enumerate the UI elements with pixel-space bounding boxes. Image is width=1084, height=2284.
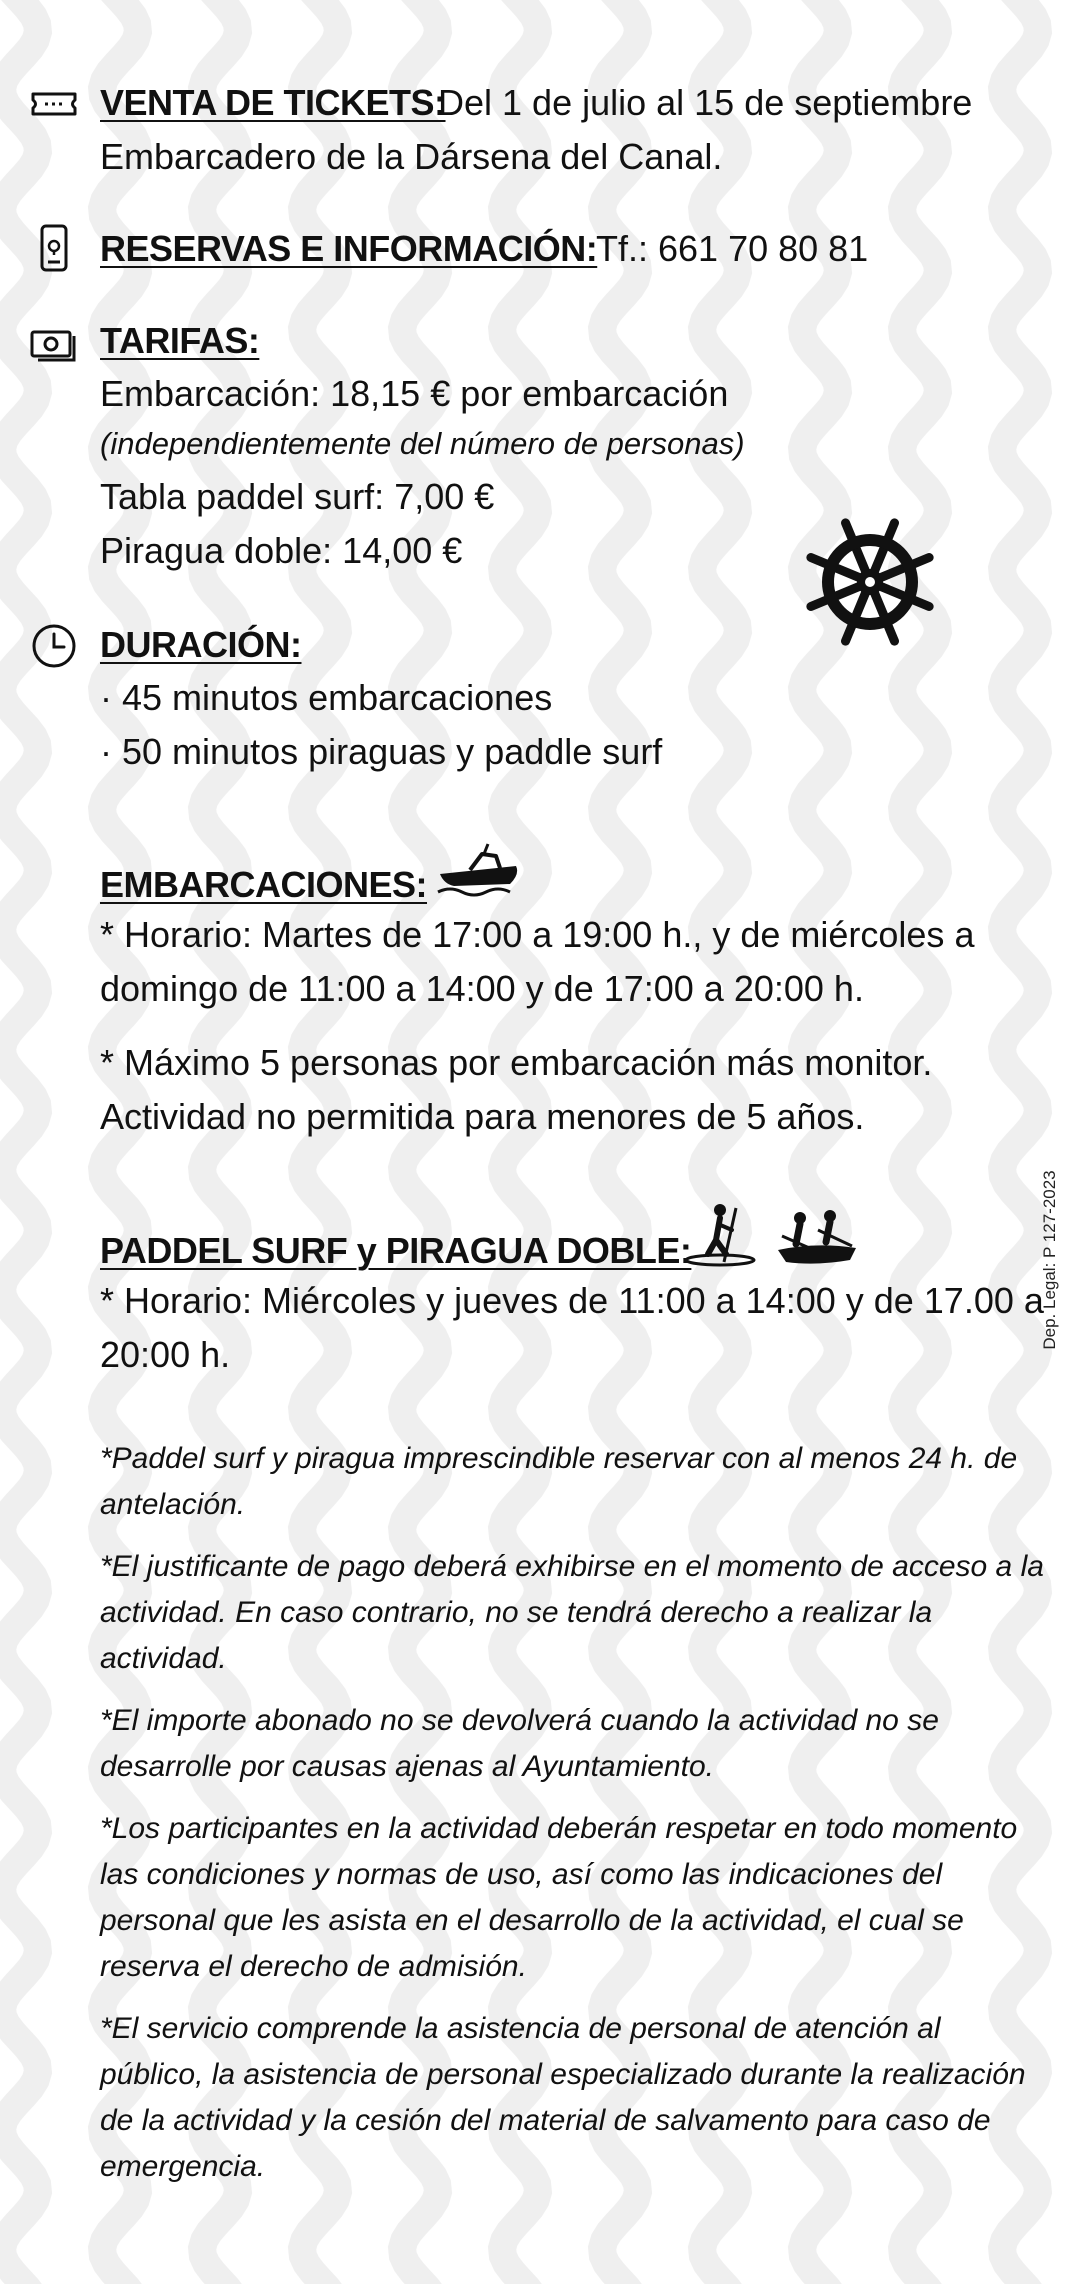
kayak-icon bbox=[774, 1206, 860, 1274]
tarifa-embarcacion: Embarcación: 18,15 € por embarcación bbox=[100, 373, 729, 414]
embarcaciones-maximo: * Máximo 5 personas por embarcación más monitor. Actividad no permitida para menores de 5 años. bbox=[100, 1042, 933, 1137]
money-icon bbox=[28, 318, 80, 370]
note-participantes: *Los participantes en la actividad deberán respetar en todo momento las condiciones y normas de uso, así como las indicaciones del personal que les asista en el desarrollo de la actividad, el cual se reserva el derecho de admisión. bbox=[100, 1812, 1018, 1983]
ticket-icon bbox=[28, 78, 80, 130]
embarcaciones-horario: * Horario: Martes de 17:00 a 19:00 h., y de miércoles a domingo de 11:00 a 14:00 y de 17:00 a 20:00 h. bbox=[100, 914, 975, 1009]
legal-deposit: Dep. Legal: P 127-2023 bbox=[1040, 1170, 1059, 1350]
tarifas-heading: TARIFAS: bbox=[100, 320, 260, 361]
duracion-heading: DURACIÓN: bbox=[100, 624, 302, 665]
duracion-item: · 45 minutos embarcaciones bbox=[100, 677, 553, 718]
ship-wheel-icon bbox=[800, 512, 940, 652]
tickets-place: Embarcadero de la Dársena del Canal. bbox=[100, 136, 723, 177]
paddel-horario: * Horario: Miércoles y jueves de 11:00 a 14:00 y de 17.00 a 20:00 h. bbox=[100, 1280, 1044, 1375]
embarcaciones-heading: EMBARCACIONES: bbox=[100, 864, 428, 905]
tarifa-embarcacion-note: (independientemente del número de personas) bbox=[100, 426, 745, 461]
reservas-phone: Tf.: 661 70 80 81 bbox=[596, 228, 869, 269]
clock-icon bbox=[28, 620, 80, 672]
duracion-item: · 50 minutos piraguas y paddle surf bbox=[100, 731, 663, 772]
tarifa-tabla: Tabla paddel surf: 7,00 € bbox=[100, 476, 495, 517]
note-reserva: *Paddel surf y piragua imprescindible reservar con al menos 24 h. de antelación. bbox=[100, 1442, 1018, 1521]
reservas-heading: RESERVAS E INFORMACIÓN: bbox=[100, 228, 598, 269]
note-servicio: *El servicio comprende la asistencia de personal de atención al público, la asistencia de personal especializado durante la realización de la actividad y la cesión del material de salvamento para caso de emergencia. bbox=[100, 2012, 1026, 2183]
phone-icon bbox=[28, 222, 80, 274]
note-importe: *El importe abonado no se devolverá cuando la actividad no se desarrolle por causas ajenas al Ayuntamiento. bbox=[100, 1704, 939, 1783]
tarifa-piragua: Piragua doble: 14,00 € bbox=[100, 530, 463, 571]
tickets-heading: VENTA DE TICKETS: bbox=[100, 82, 446, 123]
paddleboard-icon bbox=[682, 1202, 756, 1274]
paddel-heading: PADDEL SURF y PIRAGUA DOBLE: bbox=[100, 1230, 692, 1271]
tickets-dates: Del 1 de julio al 15 de septiembre bbox=[438, 82, 973, 123]
motorboat-icon bbox=[436, 840, 524, 898]
note-justificante: *El justificante de pago deberá exhibirse en el momento de acceso a la actividad. En caso contrario, no se tendrá derecho a realizar la actividad. bbox=[100, 1550, 1044, 1675]
